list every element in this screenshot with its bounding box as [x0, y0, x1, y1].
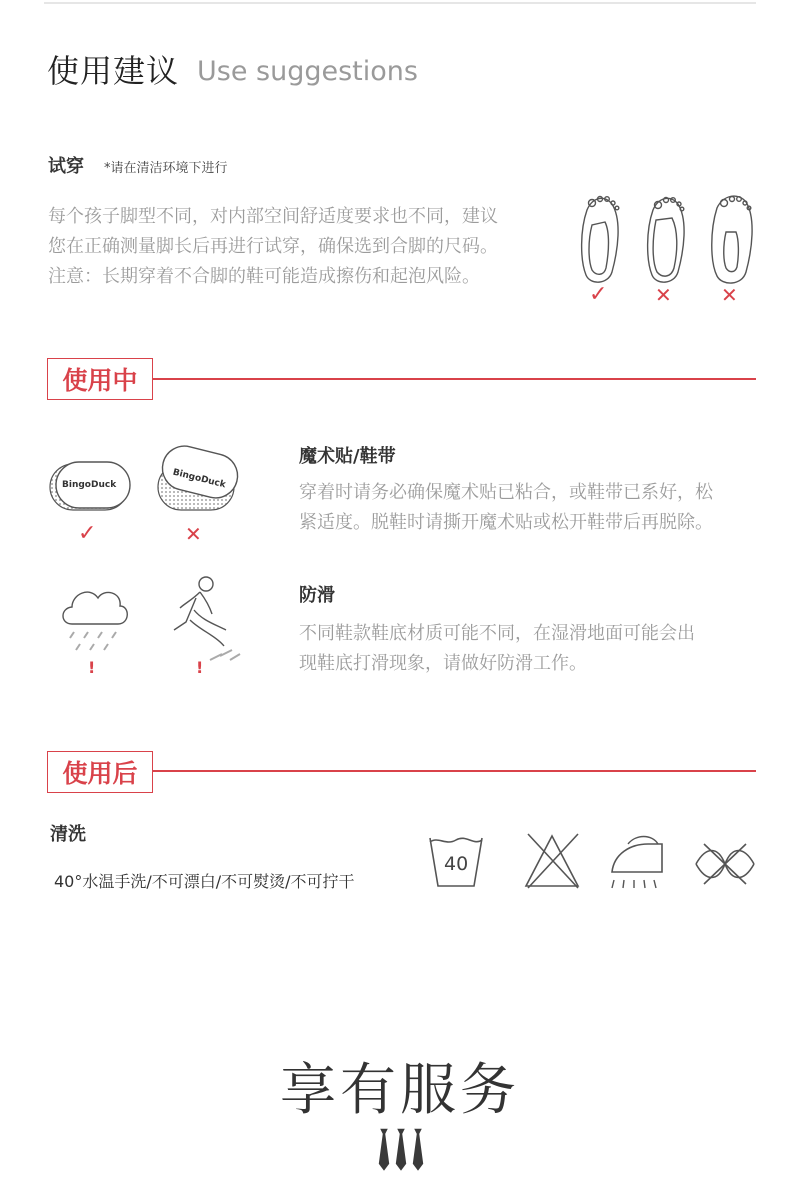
- no-iron-icon: [608, 836, 668, 892]
- wash-instructions: 40°水温手洗/不可漂白/不可熨烫/不可拧干: [54, 872, 355, 891]
- after-use-divider: [152, 770, 756, 772]
- velcro-line-1: 穿着时请务必确保魔术贴已粘合，或鞋带已系好，松: [299, 482, 713, 503]
- velcro-line-2: 紧适度。脱鞋时请撕开魔术贴或松开鞋带后再脱除。: [299, 512, 713, 533]
- after-use-tag: 使用后: [47, 751, 153, 793]
- no-bleach-icon: [524, 832, 584, 892]
- in-use-divider: [152, 378, 756, 380]
- tryon-note: *请在清洁环境下进行: [104, 161, 228, 176]
- section-title-en: Use suggestions: [197, 56, 418, 87]
- antislip-line-2: 现鞋底打滑现象，请做好防滑工作。: [299, 653, 587, 674]
- tryon-line-1: 每个孩子脚型不同，对内部空间舒适度要求也不同，建议: [48, 206, 498, 227]
- brand-logo: BingoDuck: [62, 480, 117, 490]
- slipping-person-icon: [174, 577, 240, 660]
- foot-icon: [648, 198, 684, 283]
- foot-icon: [712, 196, 752, 283]
- tryon-paragraph: [48, 202, 568, 292]
- check-mark: ✓: [78, 521, 97, 546]
- wash-title: 清洗: [50, 824, 86, 845]
- velcro-title: 魔术贴/鞋带: [299, 446, 396, 467]
- tryon-title: 试穿: [48, 156, 84, 177]
- foot-icon: [582, 197, 619, 283]
- in-use-tag: 使用中: [47, 358, 153, 400]
- wash-temp: 40: [444, 853, 469, 875]
- tie-decoration-icon: [376, 1124, 430, 1176]
- tryon-line-3: 注意：长期穿着不合脚的鞋可能造成擦伤和起泡风险。: [48, 266, 480, 287]
- check-mark: ✓: [589, 282, 608, 307]
- tryon-line-2: 您在正确测量脚长后再进行试穿，确保选到合脚的尺码。: [48, 236, 498, 257]
- velcro-paragraph: [299, 478, 769, 538]
- warning-mark: !: [196, 658, 204, 677]
- no-wring-icon: [692, 838, 758, 890]
- top-divider: [44, 2, 756, 4]
- section-title-cn: 使用建议: [47, 52, 180, 90]
- warning-mark: !: [88, 658, 96, 677]
- antislip-title: 防滑: [299, 585, 335, 606]
- cross-mark: ✕: [185, 522, 202, 546]
- antislip-paragraph: [299, 619, 769, 679]
- antislip-line-1: 不同鞋款鞋底材质可能不同，在湿滑地面可能会出: [299, 623, 695, 644]
- antislip-icons: [58, 574, 248, 664]
- cross-mark: ✕: [655, 283, 672, 307]
- service-title: 享有服务: [280, 1058, 520, 1123]
- rain-cloud-icon: [63, 592, 127, 650]
- brand-logo: BingoDuck: [171, 467, 227, 491]
- cross-mark: ✕: [721, 283, 738, 307]
